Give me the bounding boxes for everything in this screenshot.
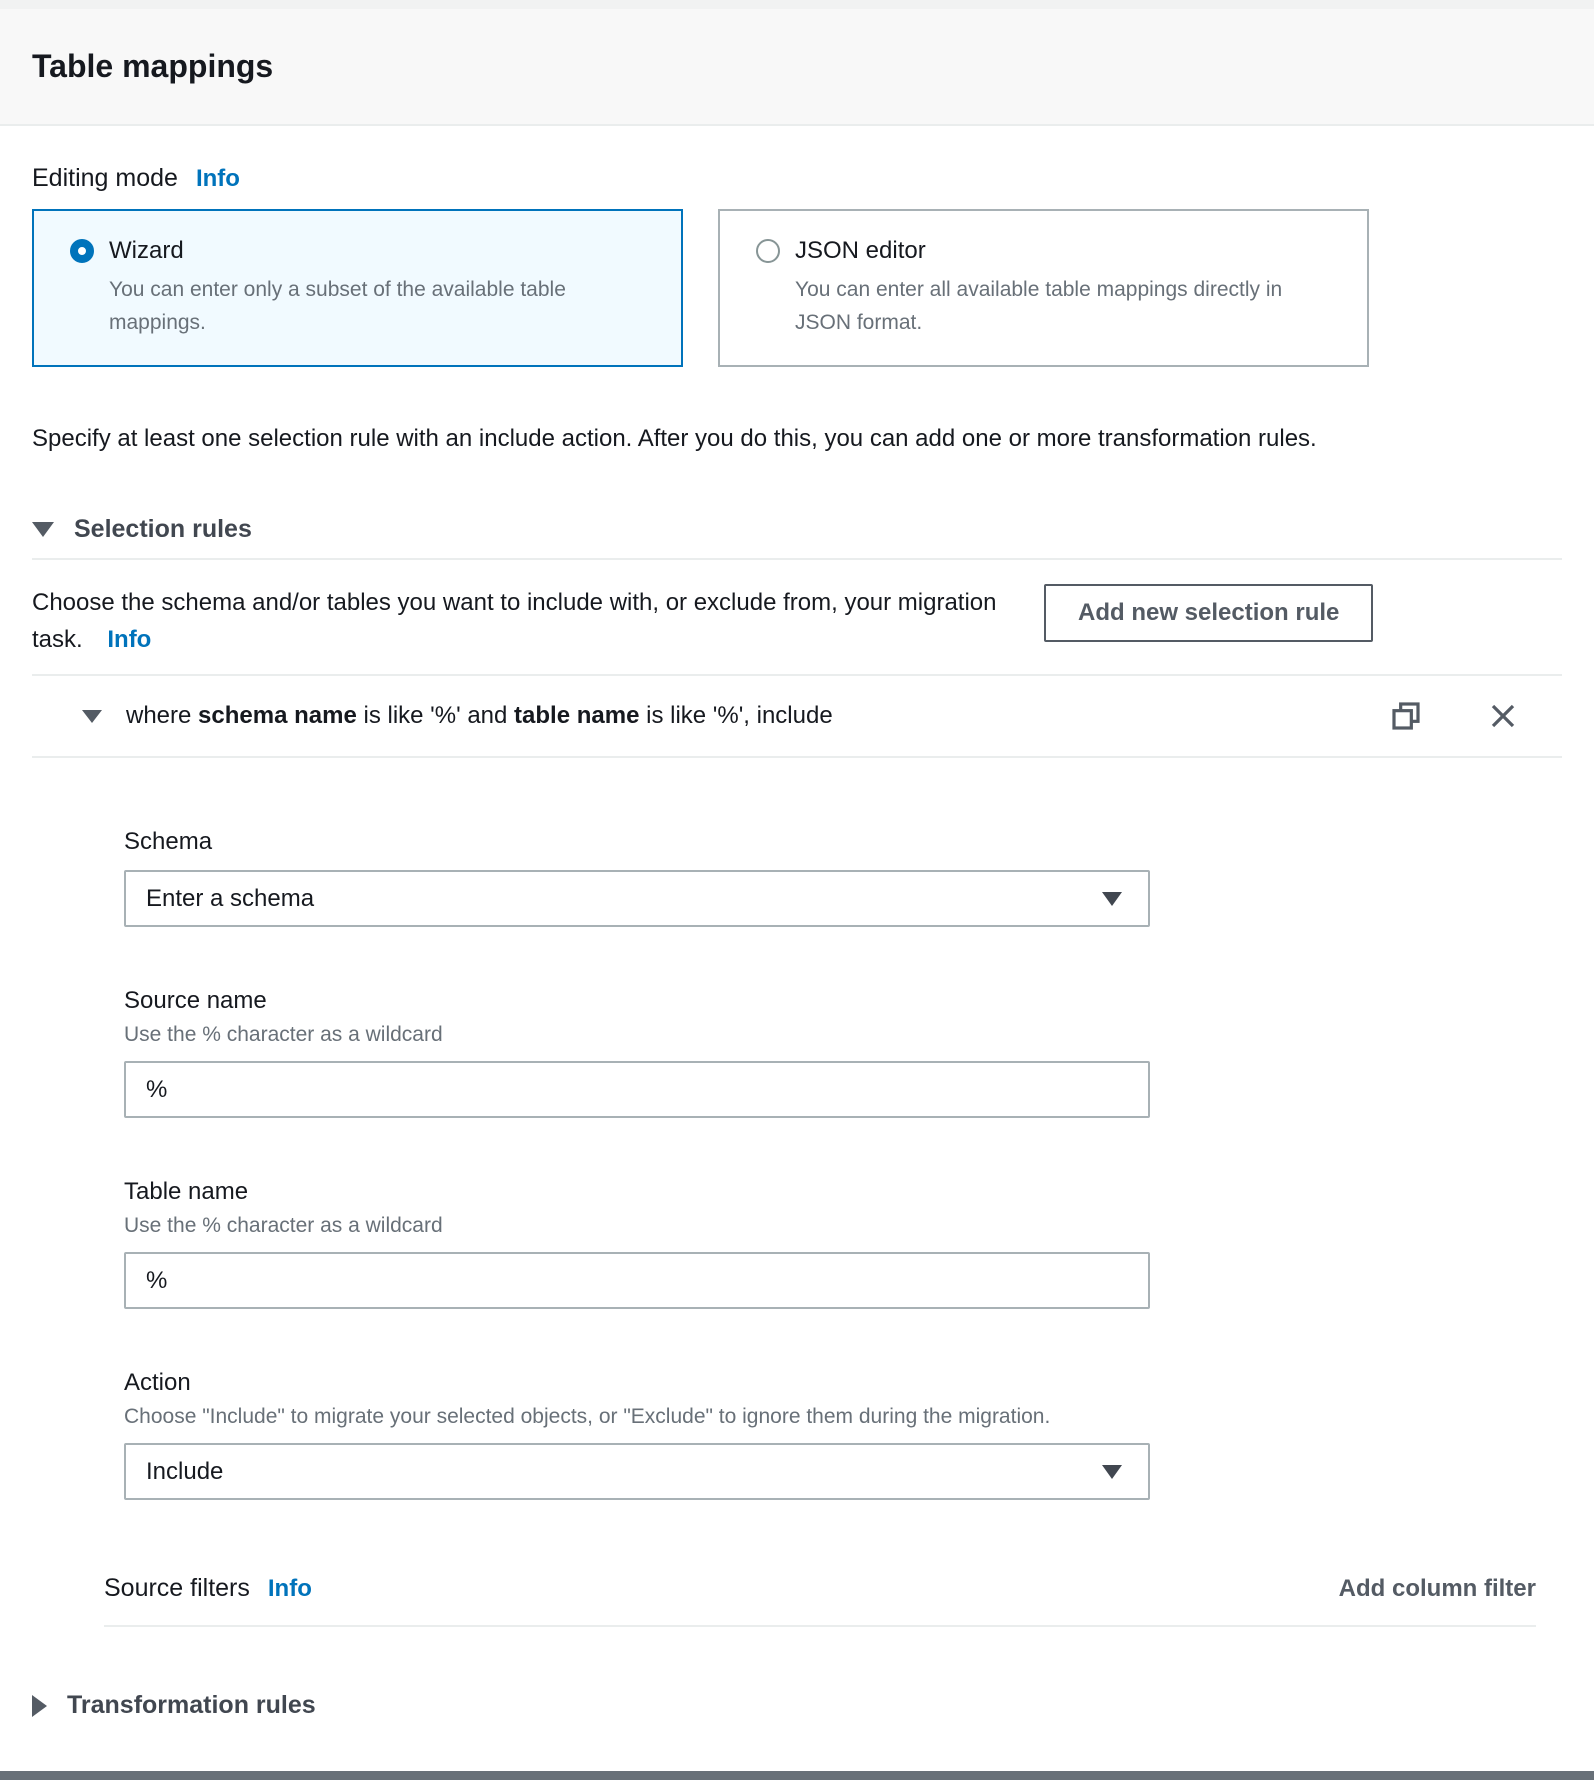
table-name-field-group: [124, 1178, 1150, 1309]
transformation-rules-header[interactable]: [32, 1691, 1562, 1720]
selection-rules-description: Choose the schema and/or tables you want to include with, or exclude from, your migration task. Info: [32, 589, 997, 653]
page-top-strip: [0, 0, 1594, 9]
wizard-radio-button[interactable]: [70, 239, 94, 263]
source-name-input[interactable]: [124, 1061, 1150, 1118]
source-filters-divider: [104, 1625, 1536, 1627]
json-editor-card-head: [756, 237, 1337, 265]
table-name-input[interactable]: [124, 1252, 1150, 1309]
action-select-value: Include: [146, 1457, 224, 1485]
selection-rules-title: Selection rules: [74, 515, 252, 543]
editing-mode-cards: [32, 209, 1562, 367]
wizard-radio-card[interactable]: [32, 209, 683, 367]
transformation-rules-title: Transformation rules: [67, 1691, 316, 1719]
editing-mode-row: [32, 164, 1562, 193]
rule-summary: where schema name is like '%' and table name is like '%', include: [126, 702, 833, 729]
source-name-label: Source name: [124, 987, 267, 1014]
remove-rule-button[interactable]: [1488, 701, 1518, 731]
selection-rules-header[interactable]: [32, 515, 1562, 544]
wizard-card-title: Wizard: [109, 237, 184, 264]
chevron-down-icon: [1102, 1465, 1122, 1479]
selection-rule-form: [32, 828, 1562, 1500]
json-editor-radio-card[interactable]: [718, 209, 1369, 367]
panel-header: [0, 9, 1594, 126]
source-name-field-group: [124, 987, 1150, 1118]
selection-rules-divider: [32, 558, 1562, 560]
selection-rule-header[interactable]: [32, 676, 1562, 758]
source-filters-section: [104, 1574, 1562, 1627]
schema-label: Schema: [124, 828, 213, 855]
selection-rules-info-link[interactable]: Info: [107, 626, 152, 653]
chevron-right-icon: [32, 1695, 47, 1717]
action-field-group: [124, 1369, 1150, 1500]
json-editor-card-description: You can enter all available table mappings directly in JSON format.: [795, 278, 1283, 334]
page-bottom-strip: [0, 1771, 1594, 1780]
source-filters-label: Source filters: [104, 1574, 250, 1602]
action-description: Choose "Include" to migrate your selected objects, or "Exclude" to ignore them during the migration.: [124, 1405, 1051, 1428]
add-column-filter-button[interactable]: Add column filter: [1338, 1574, 1536, 1602]
copy-icon: [1390, 700, 1422, 732]
page-title: Table mappings: [32, 48, 274, 84]
schema-select[interactable]: [124, 870, 1150, 927]
duplicate-rule-button[interactable]: [1390, 700, 1422, 732]
schema-field-group: [124, 828, 1150, 927]
rule-chevron-down-icon: [82, 710, 102, 723]
source-filters-row: [104, 1574, 1536, 1603]
chevron-down-icon: [32, 522, 54, 537]
selection-rules-toolbar: [32, 584, 1562, 658]
source-name-description: Use the % character as a wildcard: [124, 1023, 443, 1046]
schema-select-value: Enter a schema: [146, 884, 315, 912]
json-editor-radio-button[interactable]: [756, 239, 780, 263]
json-editor-card-title: JSON editor: [795, 237, 926, 264]
table-name-description: Use the % character as a wildcard: [124, 1214, 443, 1237]
wizard-card-description: You can enter only a subset of the available table mappings.: [109, 278, 566, 334]
editing-mode-info-link[interactable]: Info: [195, 165, 240, 192]
close-icon: [1488, 701, 1518, 731]
source-filters-info-link[interactable]: Info: [267, 1574, 312, 1602]
wizard-card-head: [70, 237, 651, 265]
editing-mode-label: Editing mode: [32, 164, 178, 192]
intro-text: Specify at least one selection rule with an include action. After you do this, you can add one or more transformation rules.: [32, 425, 1317, 452]
selection-rule-container: [32, 674, 1562, 1627]
action-label: Action: [124, 1369, 191, 1396]
chevron-down-icon: [1102, 892, 1122, 906]
add-selection-rule-button[interactable]: Add new selection rule: [1044, 584, 1373, 642]
action-select[interactable]: [124, 1443, 1150, 1500]
table-name-label: Table name: [124, 1178, 249, 1205]
